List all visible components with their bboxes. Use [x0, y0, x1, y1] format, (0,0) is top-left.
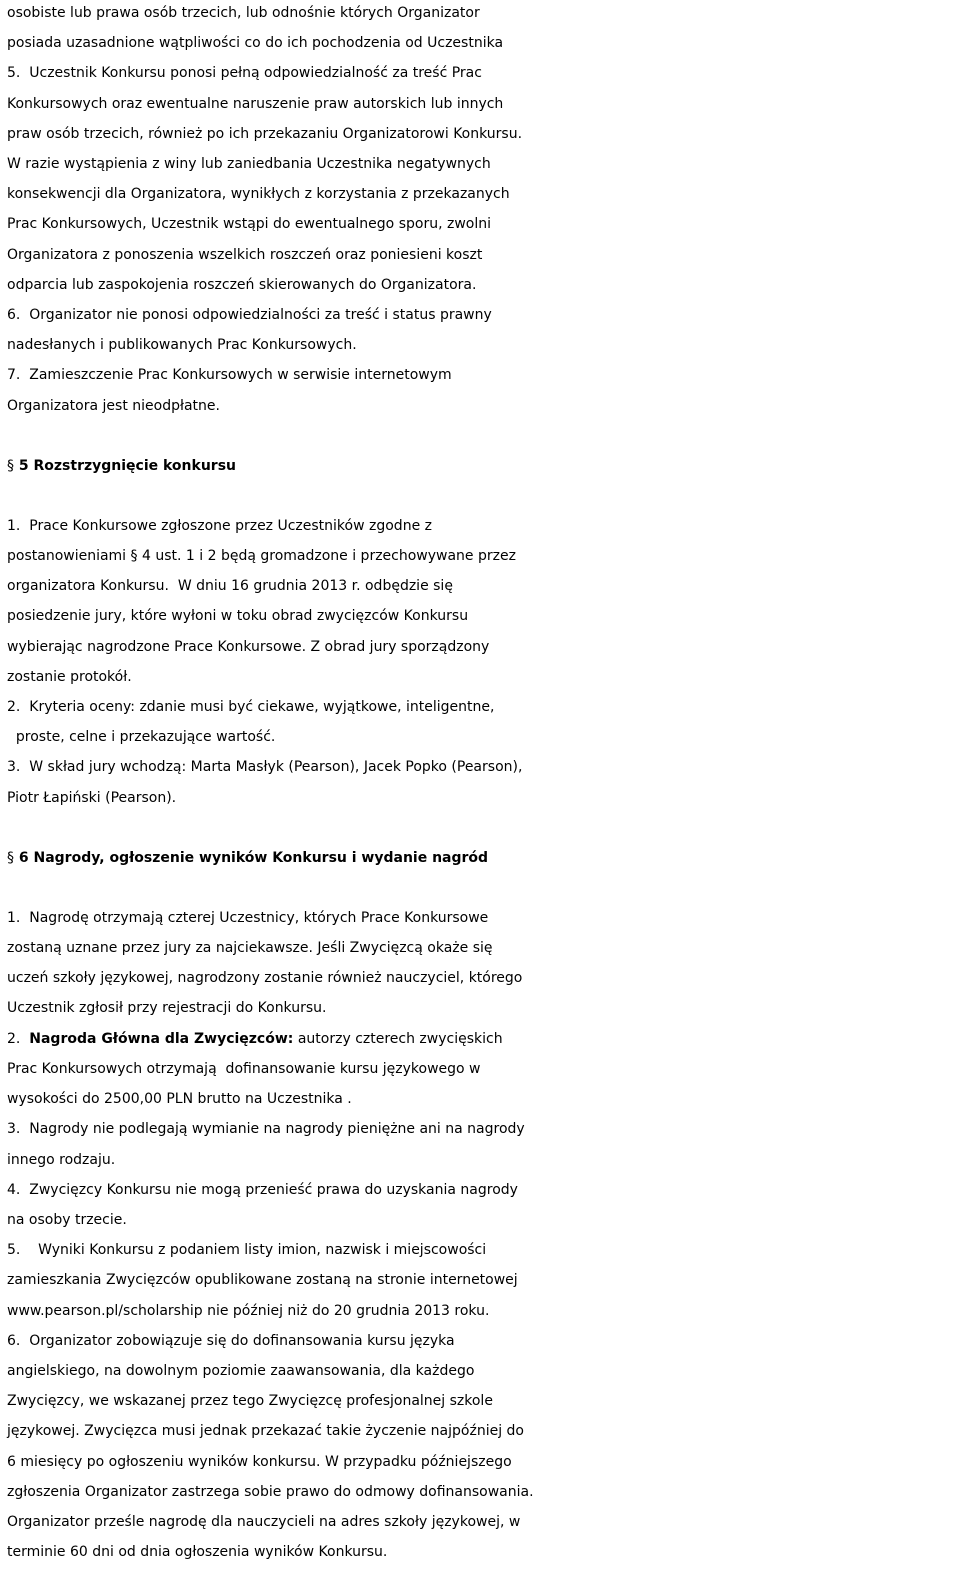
section-6-heading	[7, 843, 952, 873]
text-line: 1. Nagrodę otrzymają czterej Uczestnicy, których Prace Konkursowe	[7, 909, 489, 926]
text-line: 4. Zwycięzcy Konkursu nie mogą przenieść prawa do uzyskania nagrody	[7, 1181, 518, 1198]
text-line-url: www.pearson.pl/scholarship nie później niż do 20 grudnia 2013 roku.	[7, 1302, 490, 1319]
text-line: wysokości do 2500,00 PLN brutto na Uczestnika .	[7, 1091, 352, 1108]
text-line: Piotr Łapiński (Pearson).	[7, 789, 177, 806]
text-line: 6. Organizator nie ponosi odpowiedzialności za treść i status prawny	[7, 307, 492, 324]
section-title: 6 Nagrody, ogłoszenie wyników Konkursu i wydanie nagród	[18, 849, 489, 866]
text-line: uczeń szkoły językowej, nagrodzony zostanie również nauczyciel, którego	[7, 970, 523, 987]
text-line: 5. Uczestnik Konkursu ponosi pełną odpowiedzialność za treść Prac	[7, 65, 482, 82]
text-line: innego rodzaju.	[7, 1151, 116, 1168]
text-line: 5. Wyniki Konkursu z podaniem listy imion, nazwisk i miejscowości	[7, 1242, 487, 1259]
text-line: angielskiego, na dowolnym poziomie zaawansowania, dla każdego	[7, 1362, 475, 1379]
text-line: zostaną uznane przez jury za najciekawsze. Jeśli Zwycięzcą okaże się	[7, 940, 493, 957]
text-line: nadesłanych i publikowanych Prac Konkursowych.	[7, 337, 357, 354]
text-line: Organizatora jest nieodpłatne.	[7, 397, 220, 414]
section-gap	[7, 813, 952, 843]
section-5-heading	[7, 451, 952, 481]
text-line: 7. Zamieszczenie Prac Konkursowych w serwisie internetowym	[7, 367, 452, 384]
text-line: konsekwencji dla Organizatora, wynikłych z korzystania z przekazanych	[7, 186, 510, 203]
text-line: 3. W skład jury wchodzą: Marta Masłyk (Pearson), Jacek Popko (Pearson),	[7, 759, 523, 776]
section-6-body	[7, 903, 952, 1567]
item-number: 2.	[7, 1030, 30, 1047]
text-line: 6. Organizator zobowiązuje się do dofinansowania kursu języka	[7, 1332, 455, 1349]
text-line: terminie 60 dni od dnia ogłoszenia wyników Konkursu.	[7, 1544, 388, 1561]
text-line: Organizatora z ponoszenia wszelkich roszczeń oraz poniesieni koszt	[7, 246, 483, 263]
text-line: organizatora Konkursu. W dniu 16 grudnia 2013 r. odbędzie się	[7, 578, 453, 595]
text-line: Prac Konkursowych otrzymają dofinansowanie kursu językowego w	[7, 1060, 481, 1077]
text-line: Prac Konkursowych, Uczestnik wstąpi do ewentualnego sporu, zwolni	[7, 216, 491, 233]
text-line-main-prize	[7, 1024, 952, 1054]
text-line: proste, celne i przekazujące wartość.	[7, 729, 276, 746]
text-line: Zwycięzcy, we wskazanej przez tego Zwycięzcę profesjonalnej szkole	[7, 1393, 493, 1410]
main-prize-label: Nagroda Główna dla Zwycięzców:	[29, 1030, 294, 1047]
text-line: praw osób trzecich, również po ich przekazaniu Organizatorowi Konkursu.	[7, 125, 523, 142]
text-line: zostanie protokół.	[7, 668, 132, 685]
section-gap	[7, 481, 952, 511]
text-line: 1. Prace Konkursowe zgłoszone przez Uczestników zgodne z	[7, 517, 432, 534]
section-symbol: §	[7, 457, 14, 474]
text-line: posiedzenie jury, które wyłoni w toku obrad zwycięzców Konkursu	[7, 608, 469, 625]
text-line: W razie wystąpienia z winy lub zaniedbania Uczestnika negatywnych	[7, 156, 491, 173]
section-5-body	[7, 511, 952, 813]
text-line: językowej. Zwycięzca musi jednak przekazać takie życzenie najpóźniej do	[7, 1423, 524, 1440]
text-line: odparcia lub zaspokojenia roszczeń skierowanych do Organizatora.	[7, 276, 477, 293]
text-line: Uczestnik zgłosił przy rejestracji do Konkursu.	[7, 1000, 327, 1017]
section-title: 5 Rozstrzygnięcie konkursu	[18, 457, 236, 474]
text-line: na osoby trzecie.	[7, 1211, 127, 1228]
section-gap	[7, 421, 952, 451]
section-symbol: §	[7, 849, 14, 866]
section-gap	[7, 873, 952, 903]
text-line: 3. Nagrody nie podlegają wymianie na nagrody pieniężne ani na nagrody	[7, 1121, 525, 1138]
text-line: zamieszkania Zwycięzców opublikowane zostaną na stronie internetowej	[7, 1272, 518, 1289]
text-line: wybierając nagrodzone Prace Konkursowe. Z obrad jury sporządzony	[7, 638, 490, 655]
text-line: Organizator prześle nagrodę dla nauczycieli na adres szkoły językowej, w	[7, 1513, 521, 1530]
text-line: osobiste lub prawa osób trzecich, lub odnośnie których Organizator	[7, 5, 480, 21]
text-line: Konkursowych oraz ewentualne naruszenie praw autorskich lub innych	[7, 95, 504, 112]
text-line: 6 miesięcy po ogłoszeniu wyników konkursu. W przypadku późniejszego	[7, 1453, 512, 1470]
text-line: postanowieniami § 4 ust. 1 i 2 będą gromadzone i przechowywane przez	[7, 548, 516, 565]
continuation-block	[7, 0, 952, 421]
text-line: 2. Kryteria oceny: zdanie musi być ciekawe, wyjątkowe, inteligentne,	[7, 699, 495, 716]
text-line: zgłoszenia Organizator zastrzega sobie prawo do odmowy dofinansowania.	[7, 1483, 534, 1500]
main-prize-text: autorzy czterech zwycięskich	[293, 1030, 503, 1047]
text-line: posiada uzasadnione wątpliwości co do ich pochodzenia od Uczestnika	[7, 35, 504, 52]
